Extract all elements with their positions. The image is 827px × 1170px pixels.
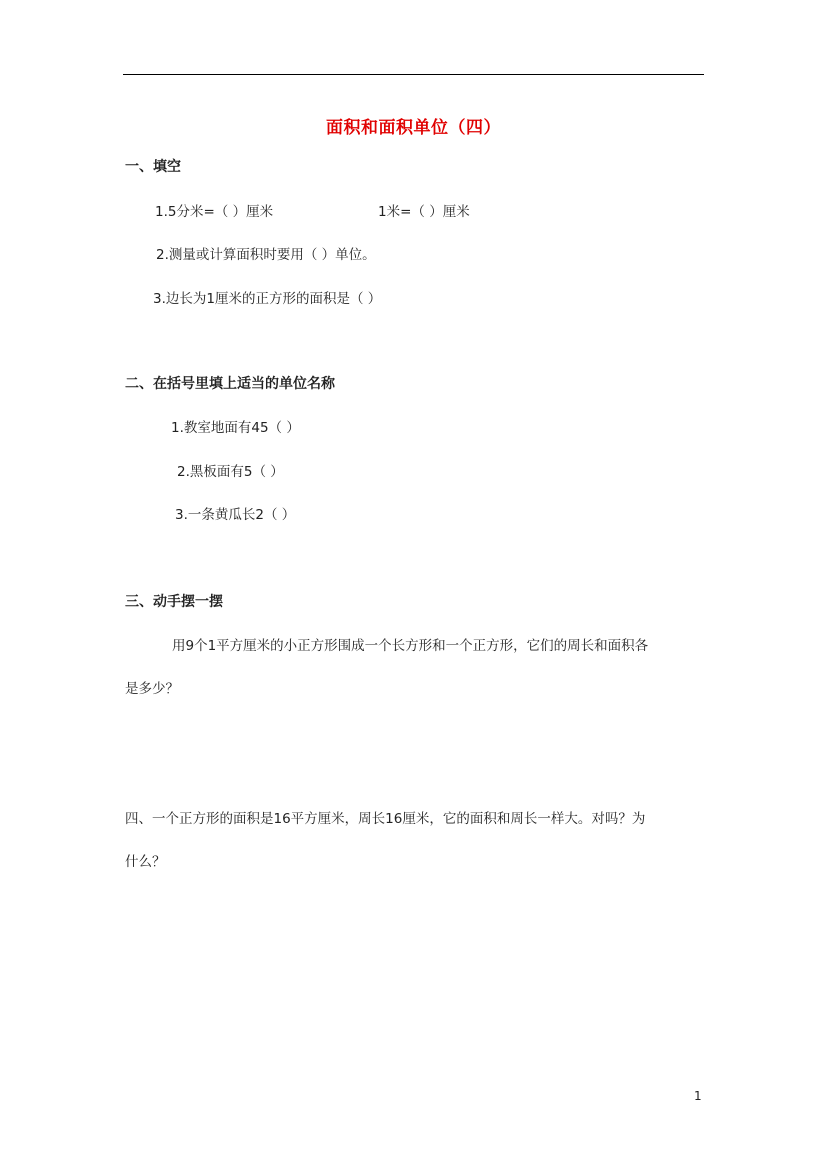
section-3-line-1: 用9个1平方厘米的小正方形围成一个长方形和一个正方形，它们的周长和面积各: [172, 638, 649, 654]
section-2-item-3: 3.一条黄瓜长2（ ）: [175, 507, 296, 523]
page-title: 面积和面积单位（四）: [326, 118, 501, 138]
section-1-item-1a: 1.5分米=（ ）厘米: [155, 204, 274, 220]
section-3-heading: 三、动手摆一摆: [125, 594, 223, 610]
header-rule: [123, 74, 704, 75]
section-4-line-2: 什么？: [125, 854, 166, 870]
section-2-heading: 二、在括号里填上适当的单位名称: [125, 376, 335, 392]
section-2-item-1: 1.教室地面有45（ ）: [171, 420, 300, 436]
section-1-item-1b: 1米=（ ）厘米: [378, 204, 470, 220]
section-1-heading: 一、填空: [125, 159, 181, 175]
section-3-line-2: 是多少？: [125, 681, 179, 697]
section-4-line-1: 四、一个正方形的面积是16平方厘米，周长16厘米，它的面积和周长一样大。对吗？为: [125, 811, 646, 827]
section-2-item-2: 2.黑板面有5（ ）: [177, 464, 284, 480]
section-1-item-3: 3.边长为1厘米的正方形的面积是（ ）: [153, 291, 382, 307]
section-1-item-2: 2.测量或计算面积时要用（ ）单位。: [156, 247, 376, 263]
page-number: 1: [694, 1089, 702, 1103]
